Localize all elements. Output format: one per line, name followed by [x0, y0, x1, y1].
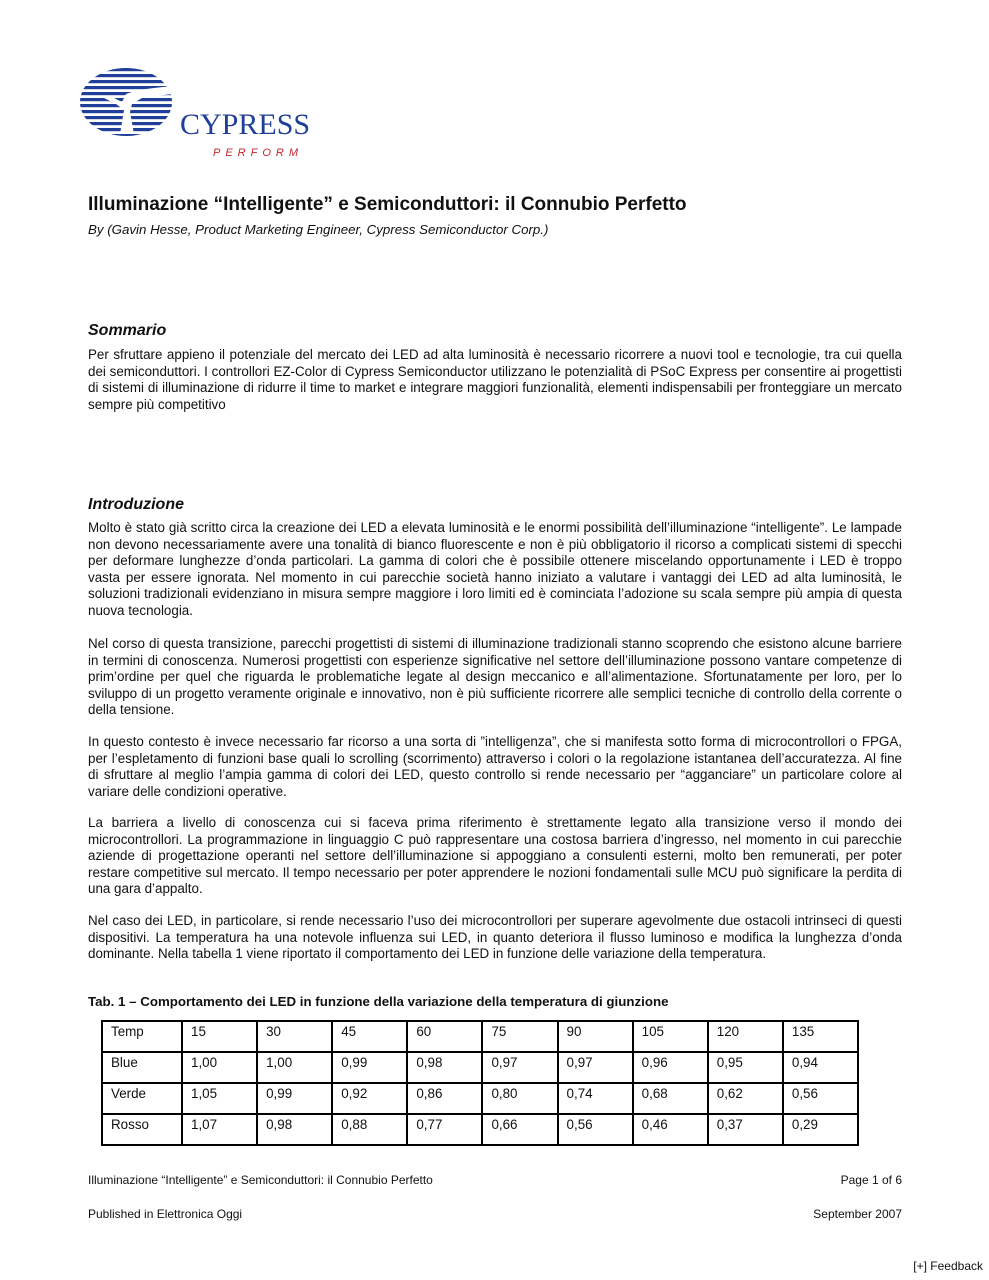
table-cell: 0,95: [708, 1052, 783, 1083]
table-cell: 0,77: [407, 1114, 482, 1145]
table-cell: Temp: [102, 1021, 182, 1052]
table-cell: 0,97: [558, 1052, 633, 1083]
feedback-link[interactable]: [+] Feedback: [913, 1259, 983, 1273]
table-cell: 0,29: [783, 1114, 858, 1145]
table-cell: 0,94: [783, 1052, 858, 1083]
table-cell: Blue: [102, 1052, 182, 1083]
byline: By (Gavin Hesse, Product Marketing Engineer, Cypress Semiconductor Corp.): [88, 222, 549, 237]
footer-page-number: Page 1 of 6: [840, 1173, 902, 1187]
table-caption: Tab. 1 – Comportamento dei LED in funzione della variazione della temperatura di giunzione: [88, 994, 669, 1009]
table-cell: 0,86: [407, 1083, 482, 1114]
table-cell: Rosso: [102, 1114, 182, 1145]
table-cell: 0,74: [558, 1083, 633, 1114]
table-cell: 0,37: [708, 1114, 783, 1145]
table-row: [102, 1114, 858, 1145]
section-heading-sommario: Sommario: [88, 322, 167, 339]
footer-date: September 2007: [813, 1207, 902, 1221]
footer-published: Published in Elettronica Oggi: [88, 1207, 243, 1221]
table-cell: 0,62: [708, 1083, 783, 1114]
table-cell: 90: [558, 1021, 633, 1052]
table-cell: 0,96: [633, 1052, 708, 1083]
table-cell: Verde: [102, 1083, 182, 1114]
table-cell: 0,56: [558, 1114, 633, 1145]
intro-paragraph-1: Molto è stato già scritto circa la creazione dei LED a elevata luminosità e le enormi possibilità dell’illuminazione “intelligente”. Le lampade non devono necessariamente avere una tonalità di bianco fluorescente e non è più obbligatorio il ricorso a complicati sistemi di specchi per deformare lunghezze d’onda particolari. La gamma di colori che è possibile ottenere miscelando opportunamente i LED è troppo vasta per essere ignorata. Nel momento in cui parecchie società hanno iniziato a valutare i vantaggi dei LED ad alta luminosità, le soluzioni tradizionali evidenziano in misura sempre maggiore i loro limiti ed è cominciata l’adozione su scala sempre più ampia di questa nuova tecnologia.: [88, 520, 902, 618]
article-title: Illuminazione “Intelligente” e Semiconduttori: il Connubio Perfetto: [88, 194, 687, 215]
table-cell: 0,92: [332, 1083, 407, 1114]
table-cell: 0,99: [332, 1052, 407, 1083]
table-cell: 75: [482, 1021, 557, 1052]
footer-doc-title: Illuminazione “Intelligente” e Semiconduttori: il Connubio Perfetto: [88, 1173, 433, 1187]
table-cell: 0,66: [482, 1114, 557, 1145]
section-heading-introduzione: Introduzione: [88, 496, 184, 513]
logo-wordmark: CYPRESS: [180, 108, 311, 141]
table-cell: 1,07: [182, 1114, 257, 1145]
table-cell: 0,46: [633, 1114, 708, 1145]
table-cell: 0,98: [257, 1114, 332, 1145]
table-row: [102, 1083, 858, 1114]
intro-paragraph-5: Nel caso dei LED, in particolare, si rende necessario l’uso dei microcontrollori per superare agevolmente due ostacoli intrinseci di questi dispositivi. La temperatura ha una notevole influenza sui LED, in quanto deteriora il flusso luminoso e modifica la lunghezza d’onda dominante. Nella tabella 1 viene riportato il comportamento dei LED in funzione delle variazione della temperatura.: [88, 913, 902, 962]
table-cell: 60: [407, 1021, 482, 1052]
table-cell: 1,05: [182, 1083, 257, 1114]
table-cell: 0,98: [407, 1052, 482, 1083]
led-temperature-table: [101, 1020, 859, 1146]
table-cell: 105: [633, 1021, 708, 1052]
table-cell: 0,80: [482, 1083, 557, 1114]
table-cell: 0,99: [257, 1083, 332, 1114]
cypress-logo: [80, 64, 320, 164]
table-cell: 0,68: [633, 1083, 708, 1114]
table-cell: 120: [708, 1021, 783, 1052]
logo-tagline: PERFORM: [213, 147, 303, 159]
sommario-paragraph: Per sfruttare appieno il potenziale del mercato dei LED ad alta luminosità è necessario ricorrere a nuovi tool e tecnologie, tra cui quella dei semiconduttori. I controllori EZ-Color di Cypress Semiconductor utilizzano le potenzialità di PSoC Express per consentire ai progettisti di sistemi di illuminazione di ridurre il time to market e integrare maggiori funzionalità, elementi indispensabili per fronteggiare un mercato sempre più competitivo: [88, 347, 902, 412]
table-cell: 0,88: [332, 1114, 407, 1145]
intro-paragraph-4: La barriera a livello di conoscenza cui si faceva prima riferimento è strettamente legato alla transizione verso il mondo dei microcontrollori. La programmazione in linguaggio C può rappresentare una costosa barriera d’ingresso, nel momento in cui parecchie aziende di progettazione operanti nel settore dell’illuminazione si appoggiano a consulenti esterni, molto ben remunerati, per poter restare competitive sul mercato. Il tempo necessario per poter apprendere le nozioni fondamentali sulle MCU può significare la perdita di una gara d’appalto.: [88, 815, 902, 897]
table-row: [102, 1021, 858, 1052]
table-cell: 15: [182, 1021, 257, 1052]
table-cell: 135: [783, 1021, 858, 1052]
table-cell: 1,00: [182, 1052, 257, 1083]
intro-paragraph-2: Nel corso di questa transizione, parecchi progettisti di sistemi di illuminazione tradizionali stanno scoprendo che esistono alcune barriere in termini di conoscenza. Numerosi progettisti con esperienze significative nel settore dell’illuminazione possono vantare competenze di prim’ordine per quel che riguarda le problematiche legate al design meccanico e all’alimentazione. Sfortunatamente per loro, per lo sviluppo di un progetto veramente originale e innovativo, non è più sufficiente ricorrere alle semplici tecniche di controllo della corrente o della tensione.: [88, 636, 902, 718]
intro-paragraph-3: In questo contesto è invece necessario far ricorso a una sorta di ”intelligenza”, che si manifesta sotto forma di microcontrollori o FPGA, per l’espletamento di funzioni base quali lo scrolling (scorrimento) attraverso i colori o la regolazione istantanea dell’accuratezza. Al fine di sfruttare al meglio l’ampia gamma di colori dei LED, questo controllo si rende necessario per “agganciare” un particolare colore al variare delle condizioni operative.: [88, 734, 902, 799]
table-cell: 30: [257, 1021, 332, 1052]
table-cell: 45: [332, 1021, 407, 1052]
cypress-globe-icon: [80, 64, 320, 164]
table-cell: 0,56: [783, 1083, 858, 1114]
table-cell: 1,00: [257, 1052, 332, 1083]
table-cell: 0,97: [482, 1052, 557, 1083]
table-row: [102, 1052, 858, 1083]
